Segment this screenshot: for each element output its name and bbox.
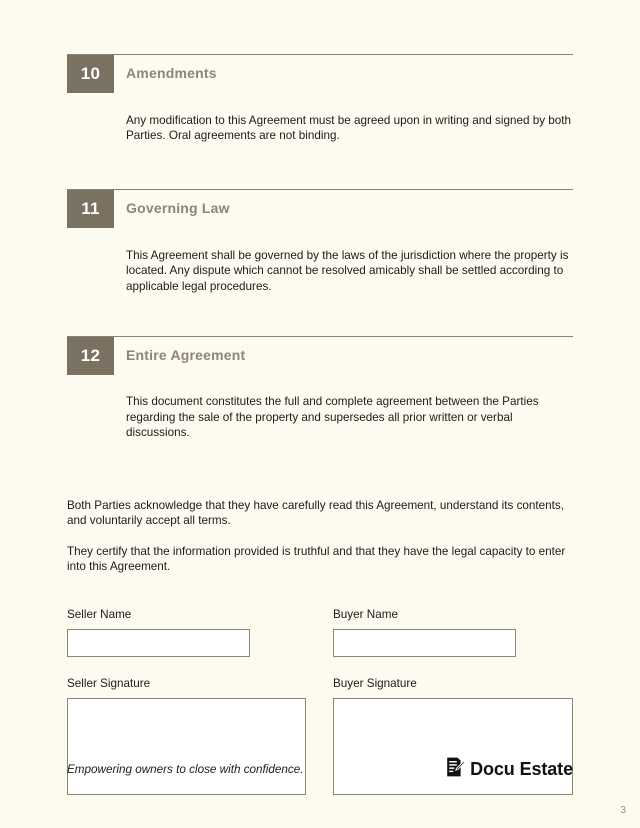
clause-section-12 [67, 336, 573, 441]
seller-name-group [67, 608, 306, 657]
clause-number-badge: 10 [67, 55, 114, 93]
clause-number-badge: 11 [67, 190, 114, 228]
footer-tagline: Empowering owners to close with confidence. [67, 763, 304, 776]
section-spacer [67, 586, 573, 608]
clause-title: Entire Agreement [126, 346, 246, 363]
clause-header [67, 337, 573, 375]
seller-signature-label: Seller Signature [67, 677, 151, 691]
clause-header [67, 190, 573, 228]
clause-number-badge: 12 [67, 337, 114, 375]
clause-section-11 [67, 189, 573, 294]
section-spacer [67, 657, 573, 677]
brand-name: Docu Estate [470, 759, 573, 779]
document-signature-icon [446, 757, 465, 782]
clause-body-text: Any modification to this Agreement must be agreed upon in writing and signed by both Parties. Oral agreements are not binding. [126, 113, 572, 143]
section-spacer [67, 452, 573, 486]
seller-name-label: Seller Name [67, 608, 132, 622]
closing-paragraph-1: Both Parties acknowledge that they have carefully read this Agreement, understand its contents, and voluntarily accept all terms. [67, 499, 565, 528]
section-spacer [67, 306, 573, 336]
clause-section-10 [67, 54, 573, 144]
buyer-name-label: Buyer Name [333, 608, 398, 622]
page-number: 3 [620, 804, 626, 816]
closing-paragraph-2: They certify that the information provided is truthful and that they have the legal capacity to enter into this Agreement. [67, 544, 566, 574]
seller-name-input[interactable] [67, 629, 250, 657]
section-spacer [67, 155, 573, 189]
buyer-name-input[interactable] [333, 629, 516, 657]
brand-logo [446, 757, 573, 782]
top-spacer [67, 0, 573, 54]
clause-title: Governing Law [126, 200, 230, 217]
clause-body-text: This document constitutes the full and complete agreement between the Parties regarding the sale of the property and supersedes all prior written or verbal discussions. [126, 395, 539, 440]
name-fields-row [67, 608, 573, 657]
clause-body-text: This Agreement shall be governed by the laws of the jurisdiction where the property is located. Any dispute which cannot be resolved amicably shall be settled according to applicable legal procedures. [126, 248, 569, 293]
page-footer [67, 757, 573, 782]
buyer-signature-label: Buyer Signature [333, 677, 417, 691]
clause-header [67, 55, 573, 93]
clause-title: Amendments [126, 65, 217, 81]
buyer-name-group [333, 608, 573, 657]
